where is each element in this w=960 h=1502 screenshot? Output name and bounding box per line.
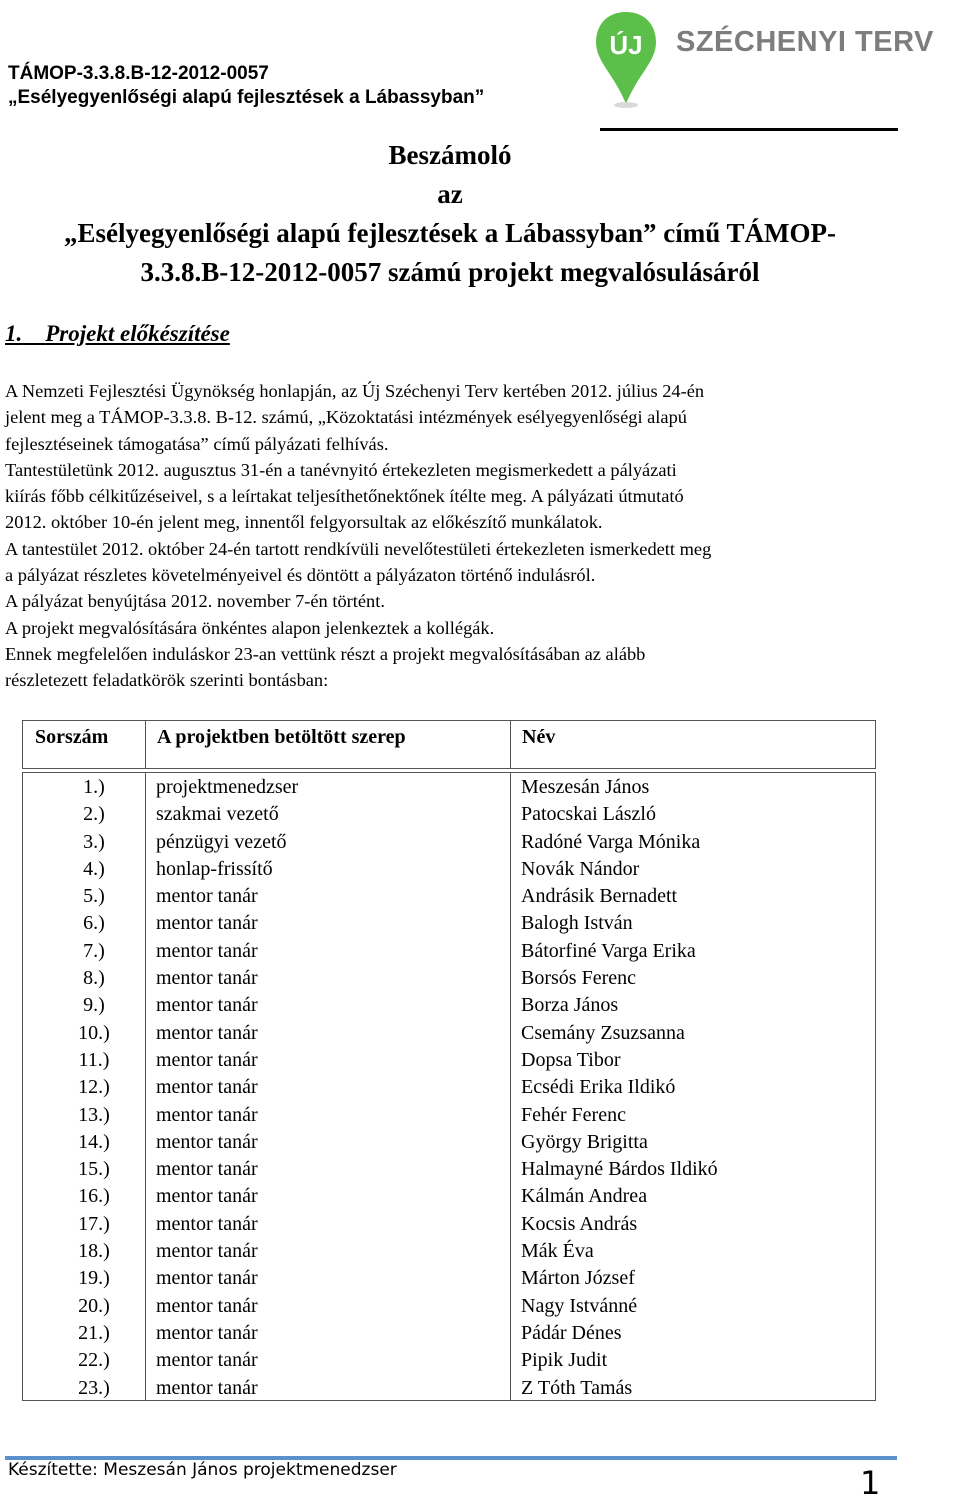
- row-name: Halmayné Bárdos Ildikó: [521, 1158, 718, 1181]
- body-line: Tantestületünk 2012. augusztus 31-én a tanévnyitó értekezleten megismerkedett a pályázati: [5, 459, 677, 480]
- header-nev: Név: [522, 726, 556, 748]
- table-row: [22, 1020, 876, 1047]
- project-code: TÁMOP-3.3.8.B-12-2012-0057: [8, 63, 269, 84]
- row-role: mentor tanár: [156, 1103, 258, 1126]
- table-row: [22, 1347, 876, 1374]
- header-szerep: A projektben betöltött szerep: [157, 726, 406, 748]
- row-name: Kálmán Andrea: [521, 1185, 648, 1208]
- row-name: Kocsis András: [521, 1212, 638, 1235]
- table-row: [22, 801, 876, 828]
- body-line: Ennek megfelelően induláskor 23-an vettünk részt a projekt megvalósításában az alább: [5, 643, 646, 664]
- row-name: Patocskai László: [521, 803, 656, 826]
- title-line: „Esélyegyenlőségi alapú fejlesztések a Lábassyban” című TÁMOP-: [64, 218, 836, 248]
- row-name: Pipik Judit: [521, 1349, 608, 1372]
- row-role: mentor tanár: [156, 885, 258, 908]
- body-line: a pályázat részletes követelményeivel és döntött a pályázaton történő indulásról.: [5, 565, 596, 586]
- row-name: Z Tóth Tamás: [521, 1376, 633, 1399]
- table-row: [22, 992, 876, 1019]
- body-line: 2012. október 10-én jelent meg, innentől felgyorsultak az előkészítő munkálatok.: [5, 512, 603, 533]
- row-number: 11.): [78, 1048, 110, 1071]
- row-name: Andrásik Bernadett: [521, 885, 678, 908]
- table-row: [22, 1211, 876, 1238]
- row-number: 13.): [78, 1103, 110, 1126]
- row-name: Pádár Dénes: [521, 1321, 622, 1344]
- row-name: Mák Éva: [521, 1240, 594, 1263]
- row-role: mentor tanár: [156, 967, 258, 990]
- row-number: 1.): [83, 776, 105, 798]
- row-name: Márton József: [521, 1267, 635, 1290]
- table-row: [22, 910, 876, 937]
- header-sorszam: Sorszám: [35, 726, 109, 748]
- table-row: [22, 1074, 876, 1101]
- row-role: mentor tanár: [156, 1076, 258, 1099]
- row-name: Radóné Varga Mónika: [521, 830, 701, 853]
- row-role: mentor tanár: [156, 1130, 258, 1153]
- row-number: 23.): [78, 1376, 110, 1399]
- table-row: [22, 774, 876, 801]
- section-title: Projekt előkészítése: [45, 321, 230, 346]
- table-row: [22, 856, 876, 883]
- body-line: A Nemzeti Fejlesztési Ügynökség honlapján, az Új Széchenyi Terv kertében 2012. július 24-én: [5, 381, 705, 401]
- row-number: 22.): [78, 1349, 110, 1372]
- row-role: mentor tanár: [156, 1349, 258, 1372]
- header-rule: [600, 128, 898, 131]
- row-name: Csemány Zsuzsanna: [521, 1021, 685, 1044]
- table-row: [22, 938, 876, 965]
- row-number: 6.): [83, 912, 105, 935]
- project-title: „Esélyegyenlőségi alapú fejlesztések a Lábassyban”: [8, 87, 485, 108]
- row-name: Borsós Ferenc: [521, 967, 636, 990]
- row-number: 19.): [78, 1267, 110, 1290]
- report-title: [0, 136, 900, 292]
- row-number: 17.): [78, 1212, 110, 1235]
- body-line: A pályázat benyújtása 2012. november 7-én történt.: [5, 591, 385, 612]
- row-number: 3.): [83, 830, 105, 853]
- row-name: Novák Nándor: [521, 857, 640, 880]
- table-row: [22, 829, 876, 856]
- row-name: Ecsédi Erika Ildikó: [521, 1076, 676, 1099]
- row-role: mentor tanár: [156, 1294, 258, 1317]
- row-number: 12.): [78, 1076, 110, 1099]
- document-header: [8, 62, 484, 110]
- table-row: [22, 1320, 876, 1347]
- table-row: [22, 1047, 876, 1074]
- table-row: [22, 1156, 876, 1183]
- title-line: 3.3.8.B-12-2012-0057 számú projekt megvalósulásáról: [140, 257, 760, 287]
- row-number: 9.): [83, 994, 105, 1017]
- title-line: az: [437, 179, 463, 209]
- table-row: [22, 1183, 876, 1210]
- row-name: György Brigitta: [521, 1130, 648, 1153]
- row-role: mentor tanár: [156, 994, 258, 1017]
- row-name: Borza János: [521, 994, 619, 1017]
- row-role: mentor tanár: [156, 1185, 258, 1208]
- row-number: 10.): [78, 1021, 110, 1044]
- row-name: Balogh István: [521, 912, 633, 935]
- table-row: [22, 1293, 876, 1320]
- body-line: A tantestület 2012. október 24-én tartott rendkívüli nevelőtestületi értekezleten ismerkedett meg: [5, 538, 712, 559]
- row-number: 18.): [78, 1240, 110, 1263]
- row-number: 21.): [78, 1321, 110, 1344]
- row-role: projektmenedzser: [156, 776, 299, 798]
- row-name: Dopsa Tibor: [521, 1048, 621, 1071]
- table-row: [22, 1129, 876, 1156]
- row-number: 16.): [78, 1185, 110, 1208]
- row-role: mentor tanár: [156, 1240, 258, 1263]
- row-role: mentor tanár: [156, 1321, 258, 1344]
- section-number: 1.: [5, 321, 23, 346]
- table-header: [22, 720, 876, 769]
- row-name: Meszesán János: [521, 776, 650, 798]
- row-number: 2.): [83, 803, 105, 826]
- row-role: mentor tanár: [156, 912, 258, 935]
- row-number: 4.): [83, 857, 105, 880]
- body-line: jelent meg a TÁMOP-3.3.8. B-12. számú, „Közoktatási intézmények esélyegyenlőségi alapú: [5, 407, 687, 428]
- row-name: Bátorfiné Varga Erika: [521, 939, 696, 962]
- table-row: [22, 1375, 876, 1402]
- body-line: kiírás főbb célkitűzéseivel, s a leírtakat teljesíthetőnektőnek ítélte meg. A pályázati útmutató: [5, 486, 684, 507]
- row-number: 8.): [83, 967, 105, 990]
- row-role: mentor tanár: [156, 1212, 258, 1235]
- body-line: fejlesztéseinek támogatása” című pályázati felhívás.: [5, 433, 389, 454]
- table-row: [22, 1265, 876, 1292]
- row-role: mentor tanár: [156, 1267, 258, 1290]
- row-role: mentor tanár: [156, 1376, 258, 1399]
- table-row: [22, 883, 876, 910]
- row-role: pénzügyi vezető: [156, 830, 287, 853]
- table-row: [22, 1238, 876, 1265]
- logo-badge: ÚJ: [609, 30, 643, 60]
- row-role: szakmai vezető: [156, 803, 279, 826]
- row-number: 5.): [83, 885, 105, 908]
- body-line: A projekt megvalósítására önkéntes alapon jelenkeztek a kollégák.: [5, 617, 495, 638]
- row-name: Nagy Istvánné: [521, 1294, 638, 1317]
- row-role: mentor tanár: [156, 1021, 258, 1044]
- row-role: honlap-frissítő: [156, 857, 273, 880]
- logo-text: SZÉCHENYI TERV: [676, 26, 934, 58]
- row-number: 15.): [78, 1158, 110, 1181]
- table-rows: [22, 774, 876, 1402]
- section-heading: [5, 321, 230, 347]
- title-line: Beszámoló: [388, 140, 512, 170]
- table-row: [22, 965, 876, 992]
- row-number: 14.): [78, 1130, 110, 1153]
- row-number: 20.): [78, 1294, 110, 1317]
- row-number: 7.): [83, 939, 105, 962]
- row-role: mentor tanár: [156, 1048, 258, 1071]
- body-paragraphs: [5, 378, 955, 694]
- row-role: mentor tanár: [156, 1158, 258, 1181]
- footer-author: Készítette: Meszesán János projektmenedzser: [8, 1460, 397, 1480]
- row-role: mentor tanár: [156, 939, 258, 962]
- page-number: 1: [860, 1464, 881, 1502]
- row-name: Fehér Ferenc: [521, 1103, 626, 1126]
- body-line: részletezett feladatkörök szerinti bontásban:: [5, 670, 329, 691]
- table-row: [22, 1102, 876, 1129]
